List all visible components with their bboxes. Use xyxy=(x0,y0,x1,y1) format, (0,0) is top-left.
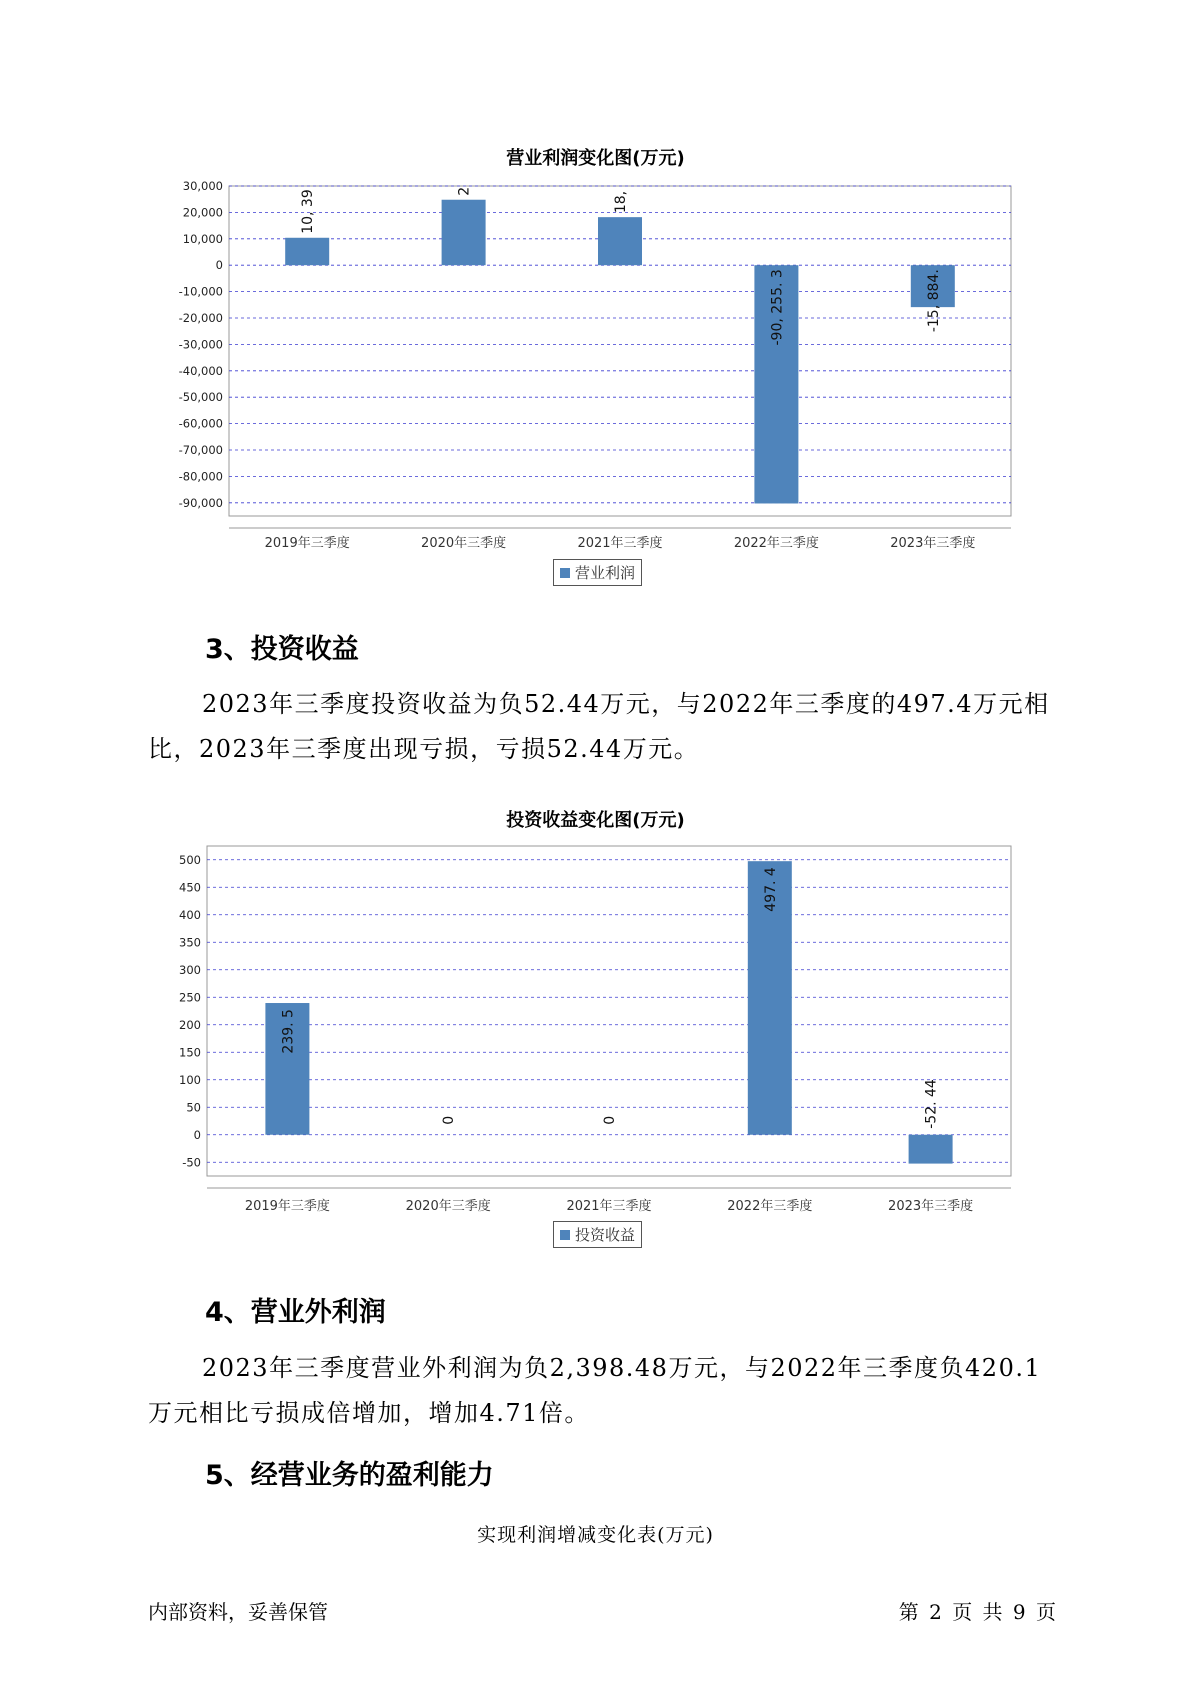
bar xyxy=(442,200,486,265)
y-tick-label: 150 xyxy=(179,1045,201,1060)
footer-page-number: 第 2 页 共 9 页 xyxy=(898,1600,1056,1624)
section4-heading: 4、营业外利润 xyxy=(205,1297,386,1328)
plot-frame xyxy=(207,846,1011,1176)
y-tick-label: 30,000 xyxy=(182,179,223,193)
section4-paragraph: 2023年三季度营业外利润为负2,398.48万元，与2022年三季度负420.1万元相比亏损成倍增加，增加4.71倍。 xyxy=(148,1354,1042,1427)
y-tick-label: 250 xyxy=(179,990,201,1005)
x-tick-label: 2020年三季度 xyxy=(405,1199,491,1214)
data-label: -15, 884. xyxy=(925,269,942,333)
y-tick-label: -50,000 xyxy=(178,390,223,405)
x-tick-label: 2019年三季度 xyxy=(244,1199,330,1214)
x-tick-label: 2021年三季度 xyxy=(566,1199,652,1214)
bar xyxy=(598,217,642,265)
y-tick-label: 200 xyxy=(179,1017,201,1032)
investment-income-chart xyxy=(0,838,1191,1214)
y-tick-label: -80,000 xyxy=(178,469,223,484)
section5-heading: 5、经营业务的盈利能力 xyxy=(205,1460,494,1491)
data-label: 239. 5 xyxy=(280,1009,297,1054)
chart1-legend xyxy=(553,559,642,586)
data-label: 0 xyxy=(602,1115,618,1125)
y-tick-label: 100 xyxy=(179,1072,201,1087)
y-tick-label: -60,000 xyxy=(178,416,223,431)
x-tick-label: 2019年三季度 xyxy=(264,536,350,551)
data-label: 0 xyxy=(441,1115,458,1125)
y-tick-label: 0 xyxy=(193,1127,201,1142)
table-caption: 实现利润增减变化表(万元) xyxy=(477,1524,714,1546)
y-tick-label: -70,000 xyxy=(178,443,223,457)
x-tick-label: 2023年三季度 xyxy=(890,536,976,551)
y-tick-label: -90,000 xyxy=(178,495,223,510)
x-tick-label: 2022年三季度 xyxy=(733,536,819,551)
chart2-legend-swatch xyxy=(560,1230,570,1240)
x-tick-label: 2023年三季度 xyxy=(888,1199,974,1214)
data-label: 18, xyxy=(613,190,629,214)
data-label: -52. 44 xyxy=(923,1079,940,1129)
bar xyxy=(909,1135,953,1164)
x-tick-label: 2020年三季度 xyxy=(421,536,507,551)
section3-paragraph: 2023年三季度投资收益为负52.44万元，与2022年三季度的497.4万元相比，2023年三季度出现亏损，亏损52.44万元。 xyxy=(148,690,1050,763)
data-label: 497. 4 xyxy=(762,867,779,912)
y-tick-label: 500 xyxy=(179,852,201,867)
y-tick-label: 400 xyxy=(179,907,201,922)
data-label: -90, 255. 3 xyxy=(769,269,786,346)
chart1-title: 营业利润变化图(万元) xyxy=(506,148,685,169)
y-tick-label: -50 xyxy=(182,1155,201,1170)
y-tick-label: -10,000 xyxy=(178,284,223,299)
x-tick-label: 2021年三季度 xyxy=(577,536,663,551)
data-label: 2 xyxy=(456,186,473,196)
y-tick-label: 20,000 xyxy=(182,205,223,220)
y-tick-label: 50 xyxy=(186,1100,201,1115)
chart2-legend-label: 投资收益 xyxy=(575,1226,636,1244)
x-tick-label: 2022年三季度 xyxy=(727,1199,813,1214)
y-tick-label: 300 xyxy=(179,962,201,977)
chart2-legend xyxy=(553,1221,642,1248)
y-tick-label: 350 xyxy=(179,935,201,950)
data-label: 10, 39 xyxy=(300,189,317,234)
y-tick-label: 10,000 xyxy=(182,231,223,246)
y-tick-label: -20,000 xyxy=(178,311,223,325)
chart2-title: 投资收益变化图(万元) xyxy=(506,810,685,831)
bar xyxy=(285,238,329,265)
chart1-legend-label: 营业利润 xyxy=(575,564,636,582)
operating-profit-chart xyxy=(0,170,1191,551)
chart1-legend-swatch xyxy=(560,568,570,578)
y-tick-label: 0 xyxy=(215,258,223,273)
y-tick-label: 450 xyxy=(179,880,201,895)
footer-confidential-note: 内部资料，妥善保管 xyxy=(148,1600,328,1624)
section3-heading: 3、投资收益 xyxy=(205,634,359,665)
y-tick-label: -30,000 xyxy=(178,337,223,352)
y-tick-label: -40,000 xyxy=(178,363,223,378)
